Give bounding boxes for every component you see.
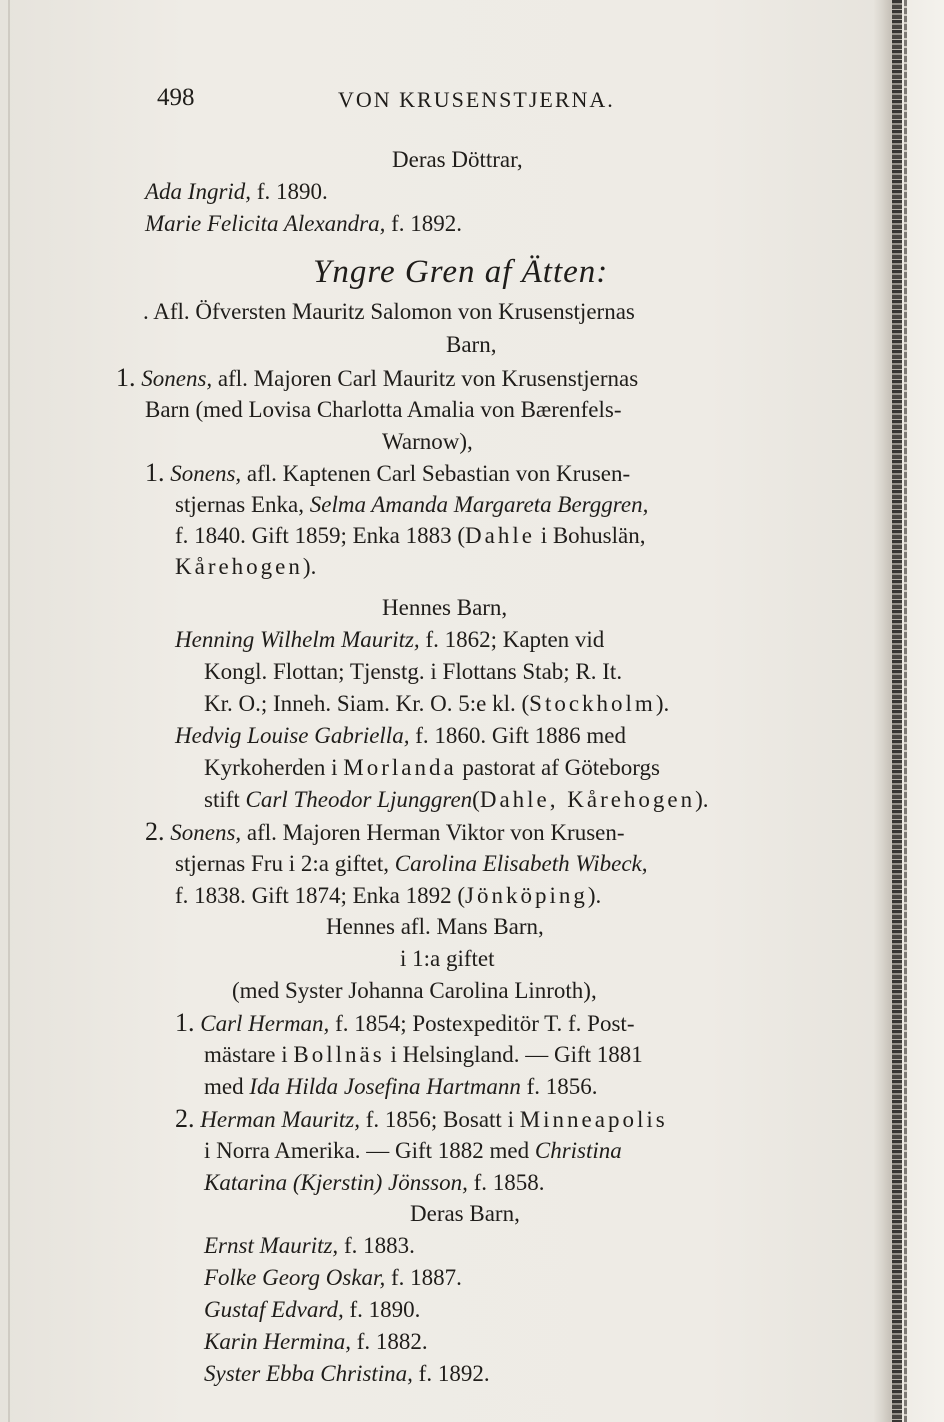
text-line: . Afl. Öfversten Mauritz Salomon von Krusenstjernas	[143, 299, 635, 324]
person-name: Ada Ingrid,	[145, 179, 252, 204]
page-edge-line	[8, 0, 10, 1422]
text-line: Deras Barn,	[410, 1201, 520, 1226]
text-line: Henning Wilhelm Mauritz, f. 1862; Kapten vid	[175, 627, 605, 652]
text-line: Ada Ingrid, f. 1890.	[145, 179, 328, 204]
binding-stitch-strip	[892, 0, 902, 1422]
text-line: Gustaf Edvard, f. 1890.	[204, 1297, 421, 1322]
person-name: Marie Felicita Alexandra,	[145, 211, 386, 236]
text-line: stift Carl Theodor Ljunggren(Dahle, Kårehogen).	[204, 787, 709, 812]
text-line: stjernas Enka, Selma Amanda Margareta Berggren,	[175, 492, 649, 517]
text-line: Hennes Barn,	[382, 595, 508, 620]
text-line: Karin Hermina, f. 1882.	[204, 1329, 428, 1354]
text-line: stjernas Fru i 2:a giftet, Carolina Elisabeth Wibeck,	[175, 851, 648, 876]
text-line: (med Syster Johanna Carolina Linroth),	[232, 978, 597, 1003]
text-line: 1. Sonens, afl. Kaptenen Carl Sebastian von Krusen-	[145, 458, 631, 487]
text-line: Barn,	[446, 332, 497, 357]
text-line: Hennes afl. Mans Barn,	[326, 914, 544, 939]
text-line: 1. Carl Herman, f. 1854; Postexpeditör T. f. Post-	[175, 1008, 635, 1037]
section-heading: Yngre Gren af Ätten:	[313, 254, 609, 290]
text-line: Kr. O.; Inneh. Siam. Kr. O. 5:e kl. (Stockholm).	[204, 691, 670, 716]
text-line: f. 1840. Gift 1859; Enka 1883 (Dahle i Bohuslän,	[175, 523, 646, 548]
text-line: mästare i Bollnäs i Helsingland. — Gift 1881	[204, 1042, 643, 1067]
text-line: i 1:a giftet	[400, 946, 495, 971]
text-line: 2. Sonens, afl. Majoren Herman Viktor von Krusen-	[145, 817, 625, 846]
text-line: Ernst Mauritz, f. 1883.	[204, 1233, 415, 1258]
text-line: 2. Herman Mauritz, f. 1856; Bosatt i Minneapolis	[175, 1104, 668, 1133]
text-line: Kongl. Flottan; Tjenstg. i Flottans Stab; R. It.	[204, 659, 623, 684]
page-number: 498	[157, 84, 195, 111]
book-gutter	[874, 0, 944, 1422]
text-line: Kyrkoherden i Morlanda pastorat af Göteborgs	[204, 755, 660, 780]
binding-shadow-strip	[904, 0, 907, 1422]
text-line: Deras Döttrar,	[392, 147, 523, 172]
text-line: Warnow),	[382, 429, 473, 454]
text-line: f. 1838. Gift 1874; Enka 1892 (Jönköping).	[175, 883, 602, 908]
text-line: Hedvig Louise Gabriella, f. 1860. Gift 1886 med	[175, 723, 627, 748]
text-line: Syster Ebba Christina, f. 1892.	[204, 1361, 490, 1386]
text-line: med Ida Hilda Josefina Hartmann f. 1856.	[204, 1074, 598, 1099]
text-line: Barn (med Lovisa Charlotta Amalia von Bærenfels-	[145, 397, 622, 422]
text-line: 1. Sonens, afl. Majoren Carl Mauritz von Krusenstjernas	[116, 363, 639, 392]
text-line: Folke Georg Oskar, f. 1887.	[204, 1265, 462, 1290]
running-head: VON KRUSENSTJERNA.	[338, 87, 615, 112]
text-line: Marie Felicita Alexandra, f. 1892.	[145, 211, 463, 236]
text-line: Katarina (Kjerstin) Jönsson, f. 1858.	[204, 1170, 545, 1195]
text-line: i Norra Amerika. — Gift 1882 med Christina	[204, 1138, 622, 1163]
text-line: Kårehogen).	[175, 554, 317, 579]
